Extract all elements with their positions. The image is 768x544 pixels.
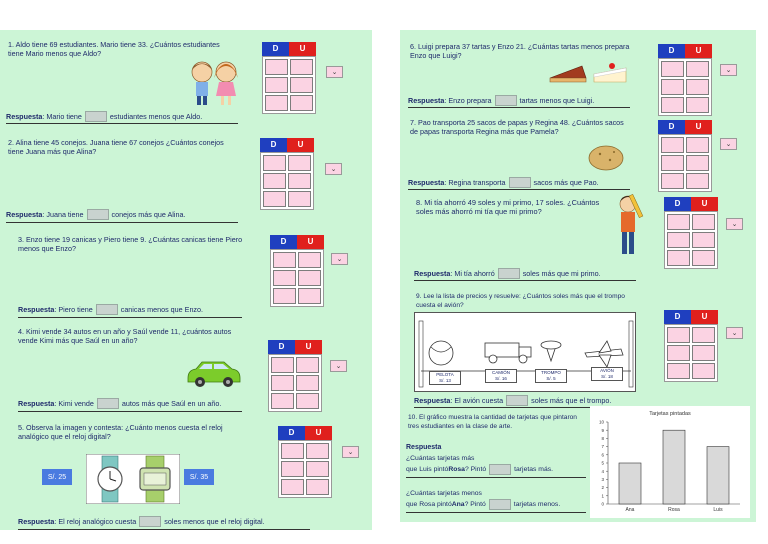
- boy-girl-illustration: [188, 58, 240, 106]
- answer-input[interactable]: [506, 395, 528, 406]
- chevron-down-icon: ⌄: [347, 449, 354, 456]
- divider: [408, 189, 630, 190]
- du-cell[interactable]: [288, 191, 311, 207]
- du-cell[interactable]: [265, 59, 288, 75]
- x-tick-label: Luis: [713, 507, 723, 513]
- y-tick-label: 2: [601, 485, 604, 491]
- answer-input[interactable]: [85, 111, 107, 122]
- du-cell[interactable]: [296, 375, 319, 391]
- green-car-illustration: [184, 358, 242, 388]
- answer-line-q4: Respuesta : Kimi vende autos más que Saúl en un año.: [18, 399, 222, 408]
- chevron-down-icon: ⌄: [335, 363, 342, 370]
- question-8-text: 8. Mi tía ahorró 49 soles y mi primo, 17 soles. ¿Cuántos soles más ahorró mi tía que mi primo?: [416, 198, 600, 217]
- du-cell[interactable]: [290, 59, 313, 75]
- du-cell[interactable]: [667, 250, 690, 266]
- answer-input[interactable]: [87, 209, 109, 220]
- chevron-down-icon: ⌄: [336, 256, 343, 263]
- divider: [406, 477, 586, 478]
- operation-dropdown[interactable]: [726, 218, 743, 230]
- price-tag: AVIÓN S/. 18: [591, 367, 623, 381]
- du-cell[interactable]: [667, 232, 690, 248]
- du-cell[interactable]: [692, 232, 715, 248]
- du-cell[interactable]: [667, 327, 690, 343]
- y-tick-label: 1: [601, 493, 604, 499]
- operation-dropdown[interactable]: [720, 64, 737, 76]
- du-cell[interactable]: [661, 97, 684, 113]
- du-cell[interactable]: [296, 393, 319, 409]
- divider: [18, 317, 242, 318]
- price-tag: PELOTA S/. 13: [429, 371, 461, 385]
- du-table-q8: D U: [664, 197, 718, 269]
- du-cell[interactable]: [265, 95, 288, 111]
- question-4-text: 4. Kimi vende 34 autos en un año y Saúl vende 11, ¿cuántos autos vende Kimi más que Saúl en un año?: [18, 327, 232, 346]
- operation-dropdown[interactable]: [720, 138, 737, 150]
- divider: [406, 512, 586, 513]
- du-cell[interactable]: [265, 77, 288, 93]
- price-list-illustration: [414, 312, 636, 392]
- answer-line-q5: Respuesta : El reloj analógico cuesta soles menos que el reloj digital.: [18, 517, 265, 526]
- answer-line-q8: Respuesta : Mi tía ahorró soles más que mi primo.: [414, 269, 601, 278]
- du-cell[interactable]: [306, 479, 329, 495]
- du-cell[interactable]: [306, 461, 329, 477]
- u-header: U: [289, 42, 316, 56]
- du-cell[interactable]: [661, 79, 684, 95]
- bar-ana: [619, 463, 641, 504]
- answer-line-q3: Respuesta : Piero tiene canicas menos que Enzo.: [18, 305, 204, 314]
- sub-question-2: ¿Cuántas tarjetas menos: [406, 490, 482, 497]
- watches-illustration: [86, 454, 180, 504]
- du-cell[interactable]: [298, 288, 321, 304]
- sub-answer-1: que Luis pintó Rosa ? Pintó tarjetas más.: [406, 466, 554, 473]
- du-cell[interactable]: [661, 137, 684, 153]
- du-cell[interactable]: [290, 77, 313, 93]
- du-cell[interactable]: [298, 252, 321, 268]
- d-header: D: [262, 42, 289, 56]
- du-cell[interactable]: [271, 375, 294, 391]
- du-cell[interactable]: [281, 443, 304, 459]
- y-tick-label: 8: [601, 436, 604, 441]
- sub-question-1: ¿Cuántas tarjetas más: [406, 455, 475, 462]
- answer-line-q7: Respuesta : Regina transporta sacos más que Pao.: [408, 178, 599, 187]
- du-cell[interactable]: [661, 173, 684, 189]
- du-cell[interactable]: [667, 214, 690, 230]
- answer-input[interactable]: [498, 268, 520, 279]
- chart-title: Tarjetas pintadas: [649, 411, 691, 417]
- answer-input[interactable]: [509, 177, 531, 188]
- answer-input[interactable]: [96, 304, 118, 315]
- x-tick-label: Ana: [625, 507, 635, 513]
- chevron-down-icon: ⌄: [331, 69, 338, 76]
- question-6-text: 6. Luigi prepara 37 tartas y Enzo 21. ¿Cuántas tartas menos prepara Enzo que Luigi?: [410, 42, 630, 61]
- divider: [18, 529, 310, 530]
- du-table-q1: [262, 42, 316, 114]
- du-cell[interactable]: [667, 363, 690, 379]
- du-cell[interactable]: [686, 79, 709, 95]
- du-cell[interactable]: [692, 214, 715, 230]
- chevron-down-icon: ⌄: [731, 330, 738, 337]
- y-tick-label: 0: [601, 501, 604, 507]
- price-tag-analog: S/. 25: [42, 469, 72, 485]
- operation-dropdown[interactable]: [331, 253, 348, 265]
- y-tick-label: 9: [601, 427, 604, 433]
- price-tag: CAMIÓN S/. 16: [485, 369, 517, 383]
- y-tick-label: 3: [601, 477, 604, 482]
- y-tick-label: 6: [601, 452, 604, 458]
- du-table-q5: D U: [278, 426, 332, 498]
- pie-and-cake-illustration: [546, 60, 630, 86]
- bar-luis: [707, 447, 729, 504]
- answer-line-q1: Respuesta : Mario tiene estudiantes menos que Aldo.: [6, 112, 203, 121]
- du-table-q2: D U: [260, 138, 314, 210]
- chevron-down-icon: ⌄: [731, 221, 738, 228]
- answer-input[interactable]: [139, 516, 161, 527]
- bar-chart-box: [590, 406, 750, 518]
- chevron-down-icon: ⌄: [725, 141, 732, 148]
- du-cell[interactable]: [692, 363, 715, 379]
- boy-with-pencil-illustration: [614, 192, 646, 262]
- du-cell[interactable]: [667, 345, 690, 361]
- du-cell[interactable]: [686, 137, 709, 153]
- y-tick-label: 4: [601, 468, 604, 474]
- potato-sack-illustration: [586, 142, 626, 172]
- du-cell[interactable]: [661, 155, 684, 171]
- du-cell[interactable]: [273, 252, 296, 268]
- question-2-text: 2. Alina tiene 45 conejos. Juana tiene 67 conejos ¿Cuántos conejos tiene Juana más que Alina?: [8, 138, 224, 157]
- operation-dropdown[interactable]: [326, 66, 343, 78]
- du-table-q7: D U: [658, 120, 712, 192]
- divider: [408, 107, 630, 108]
- question-5-text: 5. Observa la imagen y contesta: ¿Cuánto menos cuesta el reloj analógico que el reloj digital?: [18, 423, 223, 442]
- question-7-text: 7. Pao transporta 25 sacos de papas y Regina 48. ¿Cuántos sacos de papas transporta Regina más que Pamela?: [410, 118, 624, 137]
- answer-line-q6: Respuesta : Enzo prepara tartas menos que Luigi.: [408, 96, 595, 105]
- du-cell[interactable]: [686, 61, 709, 77]
- chevron-down-icon: ⌄: [330, 166, 337, 173]
- operation-dropdown[interactable]: [330, 360, 347, 372]
- left-worksheet-page: [0, 30, 372, 530]
- answer-input[interactable]: [97, 398, 119, 409]
- divider: [6, 222, 238, 223]
- answer-line-q2: Respuesta : Juana tiene conejos más que Alina.: [6, 210, 186, 219]
- du-cell[interactable]: [271, 393, 294, 409]
- du-cell[interactable]: [288, 155, 311, 171]
- du-table-q9: D U: [664, 310, 718, 382]
- du-cell[interactable]: [296, 357, 319, 373]
- du-cell[interactable]: [306, 443, 329, 459]
- operation-dropdown[interactable]: [325, 163, 342, 175]
- du-cell[interactable]: [686, 155, 709, 171]
- du-cell[interactable]: [288, 173, 311, 189]
- du-cell[interactable]: [263, 155, 286, 171]
- divider: [414, 280, 636, 281]
- du-table-q4: D U: [268, 340, 322, 412]
- y-tick-label: 7: [601, 444, 604, 450]
- du-cell[interactable]: [661, 61, 684, 77]
- sub-answer-2: que Rosa pintó Ana ? Pintó tarjetas menos.: [406, 501, 561, 508]
- price-tag: TROMPO S/. 5: [535, 369, 567, 383]
- divider: [18, 411, 242, 412]
- divider: [6, 123, 238, 124]
- question-3-text: 3. Enzo tiene 19 canicas y Piero tiene 9. ¿Cuántas canicas tiene Piero menos que Enzo?: [18, 235, 243, 254]
- bar-rosa: [663, 430, 685, 504]
- du-cell[interactable]: [692, 345, 715, 361]
- du-table-q3: D U: [270, 235, 324, 307]
- right-worksheet-page: [400, 30, 756, 522]
- du-table-q6: D U: [658, 44, 712, 116]
- y-tick-label: 5: [601, 460, 604, 466]
- du-cell[interactable]: [686, 173, 709, 189]
- du-cell[interactable]: [273, 288, 296, 304]
- du-cell[interactable]: [263, 191, 286, 207]
- du-cell[interactable]: [290, 95, 313, 111]
- y-tick-label: 10: [598, 419, 604, 425]
- x-tick-label: Rosa: [668, 507, 680, 513]
- operation-dropdown[interactable]: [342, 446, 359, 458]
- answer-line-q9: Respuesta : El avión cuesta soles más que el trompo.: [414, 396, 612, 405]
- du-cell[interactable]: [692, 250, 715, 266]
- answer-input[interactable]: [495, 95, 517, 106]
- answer-heading-q10: Respuesta: [406, 444, 442, 451]
- answer-input[interactable]: [489, 499, 511, 510]
- du-cell[interactable]: [686, 97, 709, 113]
- du-cell[interactable]: [281, 461, 304, 477]
- du-cell[interactable]: [271, 357, 294, 373]
- price-tag-digital: S/. 35: [184, 469, 214, 485]
- du-cell[interactable]: [281, 479, 304, 495]
- question-10-text: 10. El gráfico muestra la cantidad de tarjetas que pintaron tres estudiantes en la clase de arte.: [408, 414, 577, 430]
- operation-dropdown[interactable]: [726, 327, 743, 339]
- answer-input[interactable]: [489, 464, 511, 475]
- question-1-text: 1. Aldo tiene 69 estudiantes. Mario tiene 33. ¿Cuántos estudiantes tiene Mario menos que Aldo?: [8, 40, 220, 59]
- tarjetas-bar-chart: [590, 406, 750, 518]
- du-cell[interactable]: [692, 327, 715, 343]
- du-cell[interactable]: [273, 270, 296, 286]
- du-cell[interactable]: [263, 173, 286, 189]
- du-cell[interactable]: [298, 270, 321, 286]
- question-9-text: 9. Lee la lista de precios y resuelve: ¿Cuántos soles más que el trompo cuesta el avión?: [416, 293, 625, 310]
- chevron-down-icon: ⌄: [725, 67, 732, 74]
